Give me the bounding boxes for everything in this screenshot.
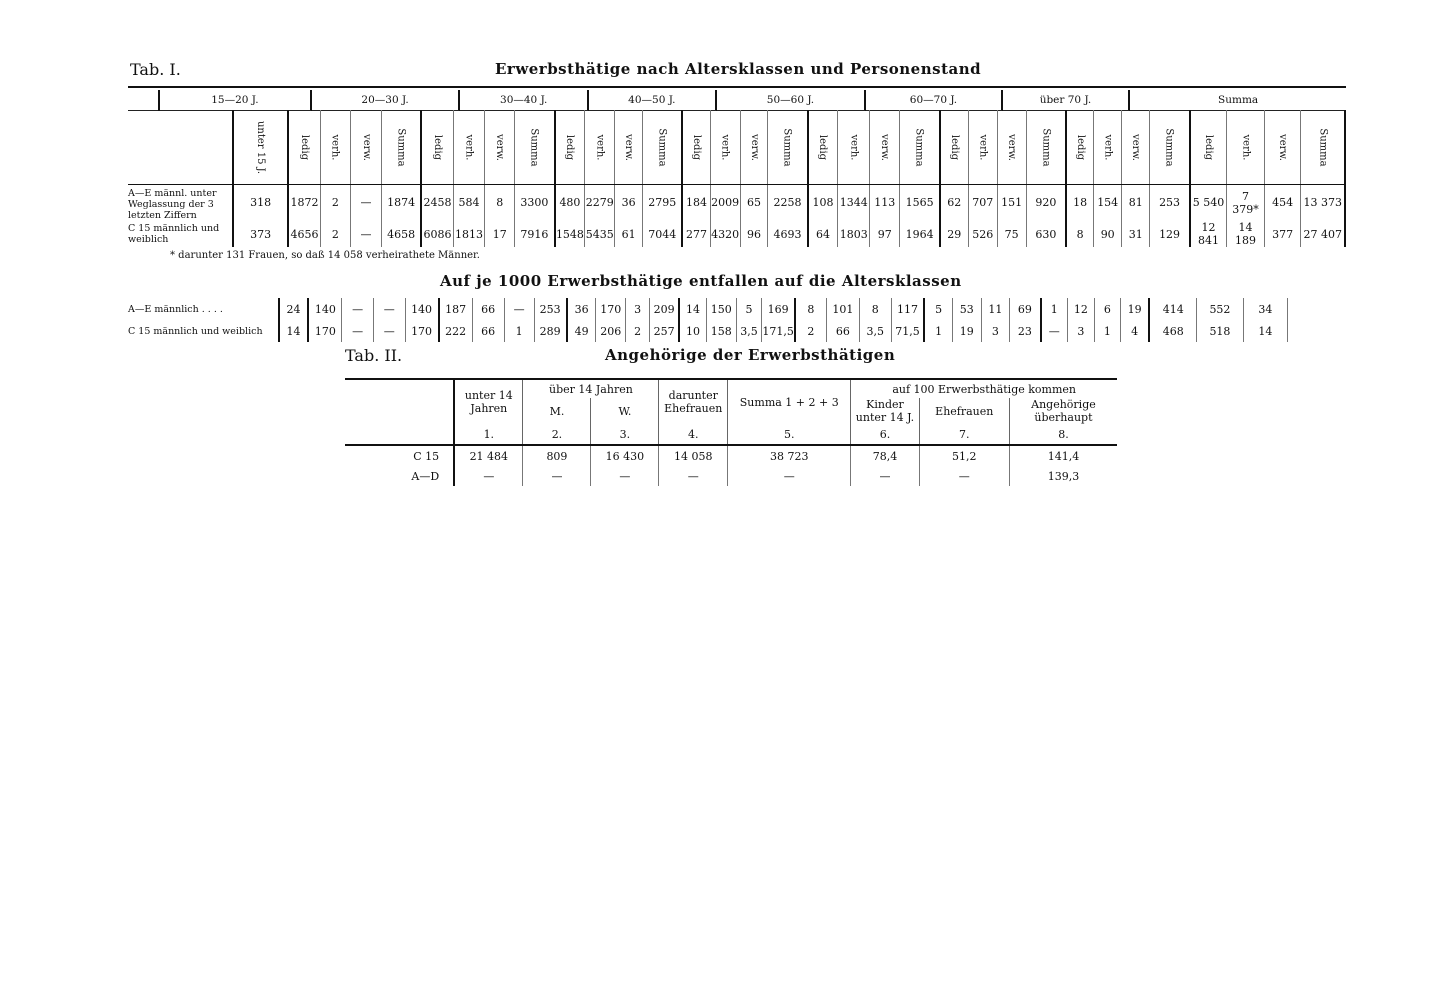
table-cell: 10 <box>679 320 706 342</box>
tab1-subhead-9 <box>555 110 585 184</box>
tab2-num-3: 3. <box>591 424 659 445</box>
tab2-label: Tab. II. <box>345 346 403 365</box>
tab1-subhead-text: verw. <box>1006 134 1018 161</box>
table-cell: 1 <box>504 320 534 342</box>
tab1-mid-rule <box>128 184 1346 185</box>
table-cell: 6 <box>1094 298 1120 320</box>
table-cell: 2 <box>320 221 350 247</box>
tab1-subhead-text: verw. <box>748 134 760 161</box>
tab1-per-1000-table <box>128 298 1288 342</box>
group-15-20: 15—20 J. <box>159 90 311 111</box>
tab2-num-7: 7. <box>919 424 1009 445</box>
table-cell: 6086 <box>421 221 453 247</box>
tab2-num-4: 4. <box>659 424 728 445</box>
table-cell: 1872 <box>288 184 320 221</box>
tab1-subhead-text: Summa <box>1317 128 1329 167</box>
table-cell: 630 <box>1026 221 1066 247</box>
tab1-subhead-16 <box>768 110 808 184</box>
table-cell: 53 <box>952 298 981 320</box>
table-cell: 81 <box>1122 184 1150 221</box>
table-cell: 253 <box>1150 184 1190 221</box>
tab1-subhead-15 <box>740 110 768 184</box>
tab1-subhead-19 <box>870 110 900 184</box>
row-label: C 15 männlich und weiblich <box>128 221 233 247</box>
tab2-head-group: auf 100 Erwerbsthätige kommen <box>851 379 1117 398</box>
table-cell: 3 <box>1067 320 1094 342</box>
table-cell: 2 <box>626 320 650 342</box>
table-cell: 75 <box>997 221 1026 247</box>
table-cell: 2279 <box>585 184 615 221</box>
tab2-head-col5: Summa 1 + 2 + 3 <box>728 379 851 424</box>
table-cell: 21 484 <box>454 445 523 466</box>
tab1-subhead-text: Summa <box>782 128 794 167</box>
tab1-subheader-row <box>128 110 1345 184</box>
table-cell: — <box>1041 320 1068 342</box>
tab1-table <box>128 90 1346 111</box>
tab1-subhead-text: verh. <box>463 134 475 161</box>
table-cell: 38 723 <box>728 445 851 466</box>
table-cell: 140 <box>405 298 439 320</box>
table-cell: 12 841 <box>1190 221 1227 247</box>
table-cell: 113 <box>870 184 900 221</box>
table-cell: 222 <box>439 320 473 342</box>
tab1-subhead-text: ledig <box>298 134 310 161</box>
table-cell: 209 <box>650 298 679 320</box>
table-cell: 14 <box>1243 320 1287 342</box>
table-cell: 3 <box>626 298 650 320</box>
table-cell: 27 407 <box>1301 221 1345 247</box>
table-cell: 552 <box>1197 298 1244 320</box>
tab1-subhead-32 <box>1301 110 1345 184</box>
table-cell: — <box>351 221 382 247</box>
tab1-subhead-text: ledig <box>948 134 960 161</box>
tab1-subhead-text: unter 15 J. <box>255 120 267 175</box>
tab2-head-col8: Angehörige überhaupt <box>1031 398 1096 424</box>
table-cell: 277 <box>682 221 710 247</box>
table-cell: 101 <box>826 298 859 320</box>
tab1-subtitle: Auf je 1000 Erwerbsthätige entfallen auf die Altersklassen <box>440 272 962 290</box>
tab1-subhead-25 <box>1066 110 1094 184</box>
tab1-subhead-text: verh. <box>1239 134 1251 161</box>
tab1-subhead-10 <box>585 110 615 184</box>
tab1-corner <box>128 110 233 184</box>
tab1-subhead-text: verw. <box>1277 134 1289 161</box>
tab1-subhead-text: verh. <box>977 134 989 161</box>
table-cell: 1803 <box>838 221 870 247</box>
table-cell: 2009 <box>710 184 740 221</box>
tab2-head-over14: über 14 Jahren <box>523 379 659 398</box>
tab1-subheader <box>128 110 1345 184</box>
table-cell: 1874 <box>381 184 421 221</box>
table-cell: 480 <box>555 184 585 221</box>
tab1-subhead-text: verh. <box>594 134 606 161</box>
table-cell: 139,3 <box>1047 469 1080 483</box>
table-cell: 920 <box>1026 184 1066 221</box>
tab1-subhead-text: verw. <box>1130 134 1142 161</box>
tab2-num-1: 1. <box>454 424 523 445</box>
table-cell: 4693 <box>768 221 808 247</box>
tab2-table <box>345 378 1117 486</box>
tab1-subhead-7 <box>485 110 515 184</box>
table-cell: 171,5 <box>762 320 795 342</box>
table-cell: — <box>523 466 591 486</box>
table-cell: 7916 <box>515 221 555 247</box>
table-cell: 36 <box>615 184 643 221</box>
tab1-subhead-13 <box>682 110 710 184</box>
tab2-title: Angehörige der Erwerbsthätigen <box>605 346 896 364</box>
table-cell: — <box>342 298 374 320</box>
table-cell: — <box>351 184 382 221</box>
tab1-subhead-text: verh. <box>1102 134 1114 161</box>
table-cell: 18 <box>1066 184 1094 221</box>
group-70-plus: über 70 J. <box>1002 90 1130 111</box>
table-cell: 66 <box>472 298 504 320</box>
table-cell: 65 <box>740 184 768 221</box>
tab1-subhead-17 <box>808 110 838 184</box>
tab1-subhead-28 <box>1150 110 1190 184</box>
table-cell: 69 <box>1010 298 1041 320</box>
table-cell: 141,4 <box>1047 449 1080 463</box>
tab1-subhead-1 <box>288 110 320 184</box>
table-cell: 1964 <box>900 221 940 247</box>
table-cell: 24 <box>279 298 309 320</box>
tab1-subhead-text: Summa <box>528 128 540 167</box>
table-cell: 1813 <box>453 221 485 247</box>
tab1-subhead-text: verh. <box>329 134 341 161</box>
table-cell: — <box>591 466 659 486</box>
tab1-subhead-text: verw. <box>494 134 506 161</box>
tab1-subhead-text: ledig <box>817 134 829 161</box>
table-cell: 289 <box>534 320 567 342</box>
table-cell: 1 <box>1041 298 1068 320</box>
tab2-head-col4: darunter Ehefrauen <box>659 379 728 424</box>
tab1-subhead-text: verh. <box>719 134 731 161</box>
table-cell: 96 <box>740 221 768 247</box>
table-cell: 468 <box>1149 320 1196 342</box>
tab1-subhead-5 <box>421 110 453 184</box>
table-cell: 23 <box>1010 320 1041 342</box>
tab1-footnote: * darunter 131 Frauen, so daß 14 058 verheirathete Männer. <box>170 250 480 261</box>
table-row <box>128 320 1288 342</box>
table-cell: 61 <box>615 221 643 247</box>
tab2-head-col2: M. <box>523 398 591 424</box>
table-cell: 2 <box>320 184 350 221</box>
table-cell: 31 <box>1122 221 1150 247</box>
tab2-header-row1 <box>345 379 1117 398</box>
tab1-subhead-30 <box>1227 110 1264 184</box>
table-cell: 377 <box>1264 221 1301 247</box>
table-cell: 51,2 <box>919 445 1009 466</box>
tab1-subhead-4 <box>381 110 421 184</box>
table-cell: 151 <box>997 184 1026 221</box>
table-cell: 5 540 <box>1190 184 1227 221</box>
table-cell: 7 379* <box>1227 184 1264 221</box>
table-cell: 170 <box>308 320 342 342</box>
tab1-subhead-text: verh. <box>848 134 860 161</box>
table-cell: 170 <box>405 320 439 342</box>
table-cell: 12 <box>1067 298 1094 320</box>
row-label: C 15 männlich und weiblich <box>128 320 279 342</box>
table-cell: 16 430 <box>591 445 659 466</box>
table-cell: 8 <box>1066 221 1094 247</box>
tab1-subhead-22 <box>968 110 997 184</box>
table-cell: 4656 <box>288 221 320 247</box>
table-cell: 5 <box>924 298 952 320</box>
table-cell: 154 <box>1094 184 1122 221</box>
table-row <box>345 466 1117 486</box>
table-row <box>128 298 1288 320</box>
tab1-subhead-14 <box>710 110 740 184</box>
table-cell: — <box>342 320 374 342</box>
table-cell: 169 <box>762 298 795 320</box>
table-cell: 414 <box>1149 298 1196 320</box>
table-cell: 170 <box>596 298 626 320</box>
table-cell: 158 <box>706 320 736 342</box>
tab1-subhead-24 <box>1026 110 1066 184</box>
tab1-body <box>128 110 1346 247</box>
table-cell: 584 <box>453 184 485 221</box>
table-cell: 318 <box>233 184 288 221</box>
table-cell: 11 <box>981 298 1010 320</box>
tab1-subhead-text: ledig <box>564 134 576 161</box>
table-cell: 526 <box>968 221 997 247</box>
tab1-subhead-8 <box>515 110 555 184</box>
table-cell: 90 <box>1094 221 1122 247</box>
tab1-subhead-23 <box>997 110 1026 184</box>
tab2-head-col6: Kinder unter 14 J. <box>851 398 919 424</box>
table-cell: 707 <box>968 184 997 221</box>
table-cell: 3,5 <box>736 320 762 342</box>
table-cell: — <box>504 298 534 320</box>
table-cell: 14 <box>279 320 309 342</box>
tab1-subhead-29 <box>1190 110 1227 184</box>
table-cell: 1344 <box>838 184 870 221</box>
tab2-num-5: 5. <box>728 424 851 445</box>
row-label: A—D <box>345 466 454 486</box>
table-cell: 36 <box>567 298 596 320</box>
table-cell: 7044 <box>643 221 683 247</box>
table-cell: 140 <box>308 298 342 320</box>
table-cell: 117 <box>891 298 924 320</box>
table-cell: — <box>373 298 405 320</box>
tab1-subhead-6 <box>453 110 485 184</box>
table-cell: 5 <box>736 298 762 320</box>
table-cell: — <box>659 466 728 486</box>
table-row <box>128 221 1345 247</box>
tab2-num-6: 6. <box>851 424 919 445</box>
tab1-subhead-text: Summa <box>914 128 926 167</box>
table-cell: 49 <box>567 320 596 342</box>
tab1-subhead-20 <box>900 110 940 184</box>
table-cell: 809 <box>523 445 591 466</box>
table-cell: 66 <box>826 320 859 342</box>
table-cell: 8 <box>485 184 515 221</box>
group-50-60: 50—60 J. <box>716 90 866 111</box>
table-cell: 14 058 <box>659 445 728 466</box>
group-60-70: 60—70 J. <box>865 90 1001 111</box>
tab2-colnums <box>345 424 1117 445</box>
tab1-subhead-text: ledig <box>1202 134 1214 161</box>
table-cell: 257 <box>650 320 679 342</box>
tab1-label: Tab. I. <box>130 60 181 79</box>
tab2-head-col3: W. <box>591 398 659 424</box>
table-cell: 4658 <box>381 221 421 247</box>
tab1-subhead-text: ledig <box>690 134 702 161</box>
tab1-subhead-26 <box>1094 110 1122 184</box>
table-cell: 14 189 <box>1227 221 1264 247</box>
table-cell: 373 <box>233 221 288 247</box>
tab1-subhead-text: verw. <box>879 134 891 161</box>
table-cell: 13 373 <box>1301 184 1345 221</box>
table-cell: 8 <box>859 298 891 320</box>
table-cell: — <box>454 466 523 486</box>
table-cell: 8 <box>795 298 826 320</box>
tab1-subhead-2 <box>320 110 350 184</box>
table-cell: 3 <box>981 320 1010 342</box>
table-cell: 454 <box>1264 184 1301 221</box>
tab1-subhead-31 <box>1264 110 1301 184</box>
table-cell: 66 <box>472 320 504 342</box>
tab1-subhead-text: Summa <box>1164 128 1176 167</box>
group-summa: Summa <box>1129 90 1346 111</box>
tab1-rows <box>128 184 1345 247</box>
table-cell: 187 <box>439 298 473 320</box>
tab1-group-header <box>128 90 1346 111</box>
row-label: C 15 <box>345 445 454 466</box>
table-cell: 19 <box>952 320 981 342</box>
table-cell: 34 <box>1243 298 1287 320</box>
row-label: A—E männl. unter Weglassung der 3 letzten Ziffern <box>128 184 233 221</box>
table-cell: 184 <box>682 184 710 221</box>
tab1-subhead-text: Summa <box>395 128 407 167</box>
table-cell: 5435 <box>585 221 615 247</box>
table-cell: 2795 <box>643 184 683 221</box>
tab2-num-8: 8. <box>1009 424 1117 445</box>
table-cell: 17 <box>485 221 515 247</box>
row-label: A—E männlich . . . . <box>128 298 279 320</box>
table-cell: 62 <box>940 184 969 221</box>
table-cell: 19 <box>1120 298 1149 320</box>
table-cell: — <box>373 320 405 342</box>
tab1-title: Erwerbsthätige nach Altersklassen und Personenstand <box>495 60 982 78</box>
table-cell: 64 <box>808 221 838 247</box>
table-cell: 1 <box>1094 320 1120 342</box>
tab1-subhead-text: ledig <box>431 134 443 161</box>
tab1-subhead-18 <box>838 110 870 184</box>
table-cell: 78,4 <box>851 445 919 466</box>
table-cell: — <box>851 466 919 486</box>
table-cell: 1548 <box>555 221 585 247</box>
table-cell: — <box>919 466 1009 486</box>
tab1-subhead-text: Summa <box>1040 128 1052 167</box>
tab1-top-rule <box>128 86 1346 88</box>
group-40-50: 40—50 J. <box>588 90 716 111</box>
table-row <box>345 445 1117 466</box>
table-cell: 14 <box>679 298 706 320</box>
tab2-head-col1: unter 14 Jahren <box>454 379 523 424</box>
tab1-subhead-text: Summa <box>656 128 668 167</box>
table-cell: 4 <box>1120 320 1149 342</box>
table-cell: 2458 <box>421 184 453 221</box>
tab1-subhead-21 <box>940 110 969 184</box>
table-cell: 71,5 <box>891 320 924 342</box>
group-20-30: 20—30 J. <box>311 90 460 111</box>
table-cell: 129 <box>1150 221 1190 247</box>
table-cell: 1565 <box>900 184 940 221</box>
tab1-subhead-0 <box>233 110 288 184</box>
table-cell: 97 <box>870 221 900 247</box>
tab2-num-2: 2. <box>523 424 591 445</box>
table-cell: 518 <box>1197 320 1244 342</box>
tab1-subhead-3 <box>351 110 382 184</box>
group-30-40: 30—40 J. <box>459 90 588 111</box>
tab1-subhead-27 <box>1122 110 1150 184</box>
table-cell: 2258 <box>768 184 808 221</box>
tab2-head-col7: Ehefrauen <box>919 398 1009 424</box>
tab1-subhead-text: verw. <box>360 134 372 161</box>
table-cell: 108 <box>808 184 838 221</box>
table-cell: — <box>728 466 851 486</box>
table-cell: 3,5 <box>859 320 891 342</box>
table-cell: 3300 <box>515 184 555 221</box>
tab1-subhead-text: ledig <box>1074 134 1086 161</box>
table-cell: 2 <box>795 320 826 342</box>
table-cell: 1 <box>924 320 952 342</box>
tab1-subhead-11 <box>615 110 643 184</box>
table-cell: 29 <box>940 221 969 247</box>
table-row <box>128 184 1345 221</box>
tab1-subhead-12 <box>643 110 683 184</box>
table-cell: 206 <box>596 320 626 342</box>
table-cell: 4320 <box>710 221 740 247</box>
table-cell: 150 <box>706 298 736 320</box>
tab1-subhead-text: verw. <box>623 134 635 161</box>
table-cell: 253 <box>534 298 567 320</box>
